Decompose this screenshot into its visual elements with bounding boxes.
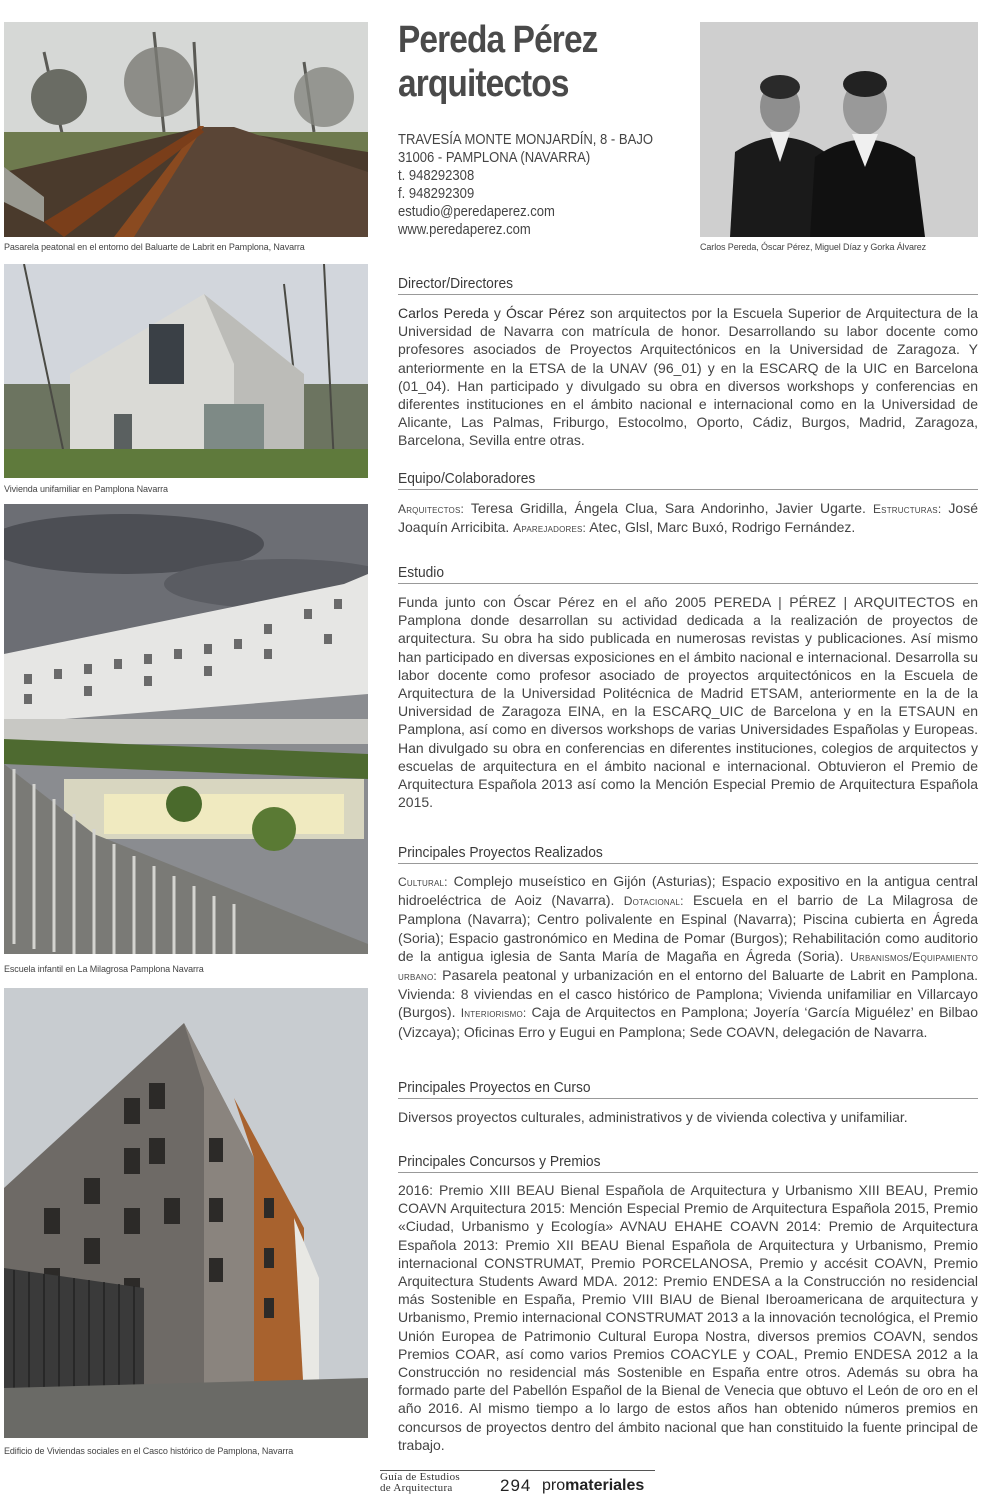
- director-name-2: Óscar Pérez: [506, 305, 586, 321]
- photo-walkway: [4, 22, 368, 237]
- directors-text: Carlos Pereda y Óscar Pérez son arquitectos por la Escuela Superior de Arquitectura de la Universidad de Navarra con matrícula de honor. Desarrollando su labor docente como profesores asociados de Proyectos Arquitectónicos en la Universidad de Zaragoza. Y anteriormente en la ETSA de la UNAV (96_01) y en la ESCARQ de la UIC en Barcelona (01_04). Han participado y divulgado su obra en diversos workshops y conferencias en diferentes instituciones en el ámbito nacional e internacional como en la Universidad de Alicante, Las Palmas, Friburgo, Estocolmo, Oporto, Cádiz, Burgos, Madrid, Zaragoza, Barcelona, Sevilla entre otras.: [398, 305, 978, 449]
- contact-web[interactable]: www.peredaperez.com: [398, 222, 531, 238]
- caption-housing: Edificio de Viviendas sociales en el Casco histórico de Pamplona, Navarra: [4, 1446, 294, 1456]
- brand-logo: promateriales: [542, 1477, 645, 1494]
- caption-walkway: Pasarela peatonal en el entorno del Baluarte de Labrit en Pamplona, Navarra: [4, 242, 305, 252]
- portrait-image: [700, 22, 978, 237]
- projects-current-heading: Principales Proyectos en Curso: [398, 1078, 978, 1099]
- photo-portrait: [700, 22, 978, 237]
- photo-school: [4, 504, 368, 954]
- projects-done-text: Cultural: Complejo museístico en Gijón (Asturias); Espacio expositivo en la antigua central hidroeléctrica de Aoiz (Navarra). Dotacional: Escuela en el barrio de La Milagrosa de Pamplona (Navarra); Centro polivalente en Espinal (Navarra); Piscina cubierta en Ágreda (Soria); Espacio gastronómico en Medina de Pomar (Burgos); Rehabilitación como auditorio de la antigua iglesia de Santa María de Magaña en Ágreda (Soria). Urbanismos/Equipamiento urbano: Pasarela peatonal y urbanización en el entorno del Baluarte de Labrit en Pamplona. Vivienda: 8 viviendas en el casco histórico de Pamplona; Vivienda unifamiliar en Villarcayo (Burgos). Interiorismo: Caja de Arquitectos en Pamplona; Joyería ‘García Miguélez’ en Bilbao (Vizcaya); Oficinas Erro y Eugui en Pamplona; Sede COAVN, delegación de Navarra.: [398, 873, 978, 1040]
- contact-email[interactable]: estudio@peredaperez.com: [398, 204, 555, 220]
- page-number: 294: [500, 1476, 532, 1495]
- photo-housing: [4, 988, 368, 1438]
- contact-fax: f. 948292309: [398, 186, 475, 202]
- projects-current-text: Diversos proyectos culturales, administrativos y de vivienda colectiva y unifamiliar.: [398, 1109, 908, 1125]
- studio-text: Funda junto con Óscar Pérez en el año 2005 PEREDA | PÉREZ | ARQUITECTOS en Pamplona donde desarrollan su actividad dedicada a la realización de proyectos de arquitectura. Su obra ha sido publicada en numerosas revistas y publicaciones. Así mismo han participado en diversas exposiciones en el ámbito nacional e internacional. Desarrolla su labor docente como profesor asociado de proyectos arquitectónicos en la Escuela de Arquitectura de la Universidad Politécnica de Madrid ETSAM, anteriormente en la de la Universidad de Zaragoza EINA, en la ESCARQ_UIC de Barcelona y en la ETSAUN en Pamplona, así como en diversos workshops de varias Universidades Españolas y Europeas. Han divulgado su obra en conferencias en diferentes instituciones, colegios de arquitectos y escuelas de arquitectura en el ámbito nacional e internacional. Obtuvieron el Premio de Arquitectura Española 2013 así como la Mención Especial Premio de Arquitectura Española 2015.: [398, 594, 978, 811]
- awards-text: 2016: Premio XIII BEAU Bienal Española de Arquitectura y Urbanismo XIII BEAU, Premio COAVN Arquitectura 2015: Mención Especial Premio de Arquitectura Española 2015, Premio «Ciudad, Urbanismo y Ecología» AVNAU EHAHE COAVN 2014: Premio de Arquitectura Española 2013: Premio XII BEAU Bienal Española de Arquitectura y Urbanismo, Premio internacional CONSTRUMAT, Premio PORCELANOSA, Premio y accésit COAVN, Premio Arquitectura Students Award MDA. 2012: Premio ENDESA a la Construcción no residencial más Sostenible en España, Premio VIII BIAU de Bienal Iberoamericana de arquitectura y Urbanismo, Premio internacional CONSTRUMAT 2013 a la innovación tecnológica, el Premio Unión Europea de Patrimonio Cultural Europa Nostra, diversos premios COAVN, sendos Premios COAR, así como varios Premios COACYLE y COAL, Premio ENDESA 2012 a la Construcción no residencial más Sostenible en España entre otros. Además su obra ha formado parte del Pabellón Español de la Bienal de Venecia que obtuvo el León de oro en el año 2016. Al mismo tiempo a lo largo de estos años han obtenido números premios en concursos de proyectos dentro del ámbito nacional que han constituido la fuente principal de trabajo.: [398, 1182, 978, 1453]
- title-line2: arquitectos: [398, 63, 569, 105]
- contact-address2: 31006 - PAMPLONA (NAVARRA): [398, 150, 591, 166]
- caption-portrait: Carlos Pereda, Óscar Pérez, Miguel Díaz y Gorka Álvarez: [700, 242, 927, 252]
- caption-school: Escuela infantil en La Milagrosa Pamplona Navarra: [4, 964, 204, 974]
- contact-phone: t. 948292308: [398, 168, 475, 184]
- school-image: [4, 504, 368, 954]
- page-footer: [380, 1470, 655, 1498]
- team-text: Arquitectos: Teresa Gridilla, Ángela Clua, Sara Andorinho, Javier Ugarte. Estructuras: José Joaquín Arricibita. Aparejadores: Atec, Glsl, Marc Buxó, Rodrigo Fernández.: [398, 500, 979, 536]
- contact-address1: TRAVESÍA MONTE MONJARDÍN, 8 - BAJO: [398, 132, 653, 148]
- directors-heading: Director/Directores: [398, 274, 978, 295]
- footer-guide: Guía de Estudios de Arquitectura: [380, 1471, 460, 1494]
- housing-image: [4, 988, 368, 1438]
- studio-title: [398, 18, 653, 106]
- caption-house: Vivienda unifamiliar en Pamplona Navarra: [4, 484, 168, 494]
- walkway-image: [4, 22, 368, 237]
- projects-done-heading: Principales Proyectos Realizados: [398, 843, 978, 864]
- director-name-1: Carlos Pereda: [398, 305, 489, 321]
- title-line1: Pereda Pérez: [398, 19, 598, 61]
- team-heading: Equipo/Colaboradores: [398, 469, 978, 490]
- studio-heading: Estudio: [398, 563, 978, 584]
- awards-heading: Principales Concursos y Premios: [398, 1152, 978, 1173]
- photo-house: [4, 264, 368, 478]
- contact-block: [398, 131, 688, 239]
- house-image: [4, 264, 368, 478]
